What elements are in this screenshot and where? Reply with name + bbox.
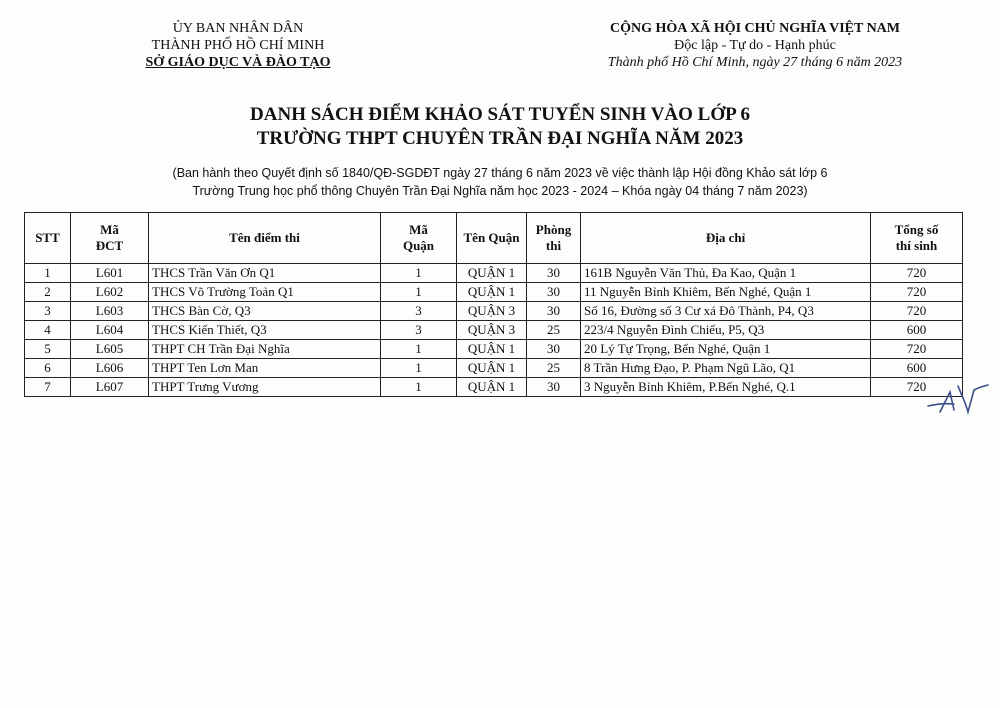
cell-address: 20 Lý Tự Trọng, Bến Nghé, Quận 1 xyxy=(581,340,871,359)
col-header-district-code: Mã Quận xyxy=(381,213,457,264)
cell-district-name: QUẬN 1 xyxy=(457,283,527,302)
cell-rooms: 25 xyxy=(527,321,581,340)
cell-site-code: L607 xyxy=(71,378,149,397)
cell-total-candidates: 720 xyxy=(871,283,963,302)
cell-rooms: 30 xyxy=(527,283,581,302)
subtitle-line-2: Trường Trung học phổ thông Chuyên Trần Đại Nghĩa năm học 2023 - 2024 – Khóa ngày 04 tháng 7 năm 2023) xyxy=(192,184,808,198)
cell-stt: 4 xyxy=(25,321,71,340)
cell-district-code: 1 xyxy=(381,340,457,359)
document-title xyxy=(0,103,1000,151)
table-body xyxy=(25,264,963,397)
issuer-line-2: THÀNH PHỐ HỒ CHÍ MINH xyxy=(151,38,325,53)
cell-rooms: 30 xyxy=(527,264,581,283)
cell-address: 3 Nguyễn Bỉnh Khiêm, P.Bến Nghé, Q.1 xyxy=(581,378,871,397)
cell-address: 8 Trần Hưng Đạo, P. Phạm Ngũ Lão, Q1 xyxy=(581,359,871,378)
table-row xyxy=(25,340,963,359)
table-row xyxy=(25,264,963,283)
col-header-address: Địa chỉ xyxy=(581,213,871,264)
cell-district-name: QUẬN 1 xyxy=(457,359,527,378)
cell-total-candidates: 600 xyxy=(871,359,963,378)
cell-site-code: L606 xyxy=(71,359,149,378)
cell-total-candidates: 720 xyxy=(871,378,963,397)
table-row xyxy=(25,359,963,378)
cell-site-name: THCS Bàn Cờ, Q3 xyxy=(149,302,381,321)
col-header-total-candidates: Tổng số thí sinh xyxy=(871,213,963,264)
table-row xyxy=(25,302,963,321)
cell-stt: 6 xyxy=(25,359,71,378)
cell-stt: 3 xyxy=(25,302,71,321)
cell-total-candidates: 720 xyxy=(871,302,963,321)
initials-signature-icon xyxy=(924,382,990,416)
cell-district-name: QUẬN 3 xyxy=(457,302,527,321)
issuer-department: SỞ GIÁO DỤC VÀ ĐÀO TẠO xyxy=(145,55,331,70)
cell-site-code: L605 xyxy=(71,340,149,359)
cell-district-code: 1 xyxy=(381,283,457,302)
cell-total-candidates: 600 xyxy=(871,321,963,340)
cell-site-code: L601 xyxy=(71,264,149,283)
document-date: Thành phố Hồ Chí Minh, ngày 27 tháng 6 năm 2023 xyxy=(607,55,903,70)
cell-address: 11 Nguyễn Bỉnh Khiêm, Bến Nghé, Quận 1 xyxy=(581,283,871,302)
exam-sites-table xyxy=(24,212,963,397)
national-header xyxy=(590,20,920,71)
cell-address: Số 16, Đường số 3 Cư xá Đô Thành, P4, Q3 xyxy=(581,302,871,321)
col-header-rooms: Phòng thi xyxy=(527,213,581,264)
col-header-site-name: Tên điểm thi xyxy=(149,213,381,264)
cell-district-code: 1 xyxy=(381,264,457,283)
cell-total-candidates: 720 xyxy=(871,264,963,283)
cell-district-code: 1 xyxy=(381,359,457,378)
cell-district-code: 3 xyxy=(381,321,457,340)
cell-rooms: 30 xyxy=(527,340,581,359)
cell-stt: 5 xyxy=(25,340,71,359)
col-header-stt: STT xyxy=(25,213,71,264)
subtitle-line-1: (Ban hành theo Quyết định số 1840/QĐ-SGDĐT ngày 27 tháng 6 năm 2023 về việc thành lập Hội đồng Khảo sát lớp 6 xyxy=(172,166,828,180)
national-motto: Độc lập - Tự do - Hạnh phúc xyxy=(674,38,836,53)
cell-site-name: THPT Ten Lơn Man xyxy=(149,359,381,378)
cell-site-name: THCS Trần Văn Ơn Q1 xyxy=(149,264,381,283)
cell-rooms: 30 xyxy=(527,302,581,321)
document-subtitle xyxy=(60,164,940,200)
cell-district-name: QUẬN 1 xyxy=(457,378,527,397)
cell-stt: 1 xyxy=(25,264,71,283)
table-row xyxy=(25,283,963,302)
cell-district-name: QUẬN 3 xyxy=(457,321,527,340)
cell-site-code: L604 xyxy=(71,321,149,340)
table-header-row xyxy=(25,213,963,264)
cell-site-name: THCS Võ Trường Toản Q1 xyxy=(149,283,381,302)
cell-site-name: THCS Kiến Thiết, Q3 xyxy=(149,321,381,340)
cell-site-name: THPT Trưng Vương xyxy=(149,378,381,397)
table-row xyxy=(25,321,963,340)
cell-district-code: 1 xyxy=(381,378,457,397)
title-line-1: DANH SÁCH ĐIỂM KHẢO SÁT TUYỂN SINH VÀO LỚP 6 xyxy=(250,104,750,125)
col-header-district-name: Tên Quận xyxy=(457,213,527,264)
issuer-block xyxy=(118,20,358,71)
cell-stt: 7 xyxy=(25,378,71,397)
table-row xyxy=(25,378,963,397)
cell-address: 161B Nguyễn Văn Thủ, Đa Kao, Quận 1 xyxy=(581,264,871,283)
cell-rooms: 30 xyxy=(527,378,581,397)
col-header-site-code: Mã ĐCT xyxy=(71,213,149,264)
cell-site-code: L602 xyxy=(71,283,149,302)
issuer-line-1: ỦY BAN NHÂN DÂN xyxy=(172,21,304,36)
cell-total-candidates: 720 xyxy=(871,340,963,359)
cell-site-name: THPT CH Trần Đại Nghĩa xyxy=(149,340,381,359)
cell-stt: 2 xyxy=(25,283,71,302)
title-line-2: TRƯỜNG THPT CHUYÊN TRẦN ĐẠI NGHĨA NĂM 2023 xyxy=(256,128,744,149)
national-title: CỘNG HÒA XÃ HỘI CHỦ NGHĨA VIỆT NAM xyxy=(609,21,900,36)
cell-district-name: QUẬN 1 xyxy=(457,264,527,283)
cell-district-code: 3 xyxy=(381,302,457,321)
cell-address: 223/4 Nguyễn Đình Chiểu, P5, Q3 xyxy=(581,321,871,340)
cell-site-code: L603 xyxy=(71,302,149,321)
cell-district-name: QUẬN 1 xyxy=(457,340,527,359)
cell-rooms: 25 xyxy=(527,359,581,378)
